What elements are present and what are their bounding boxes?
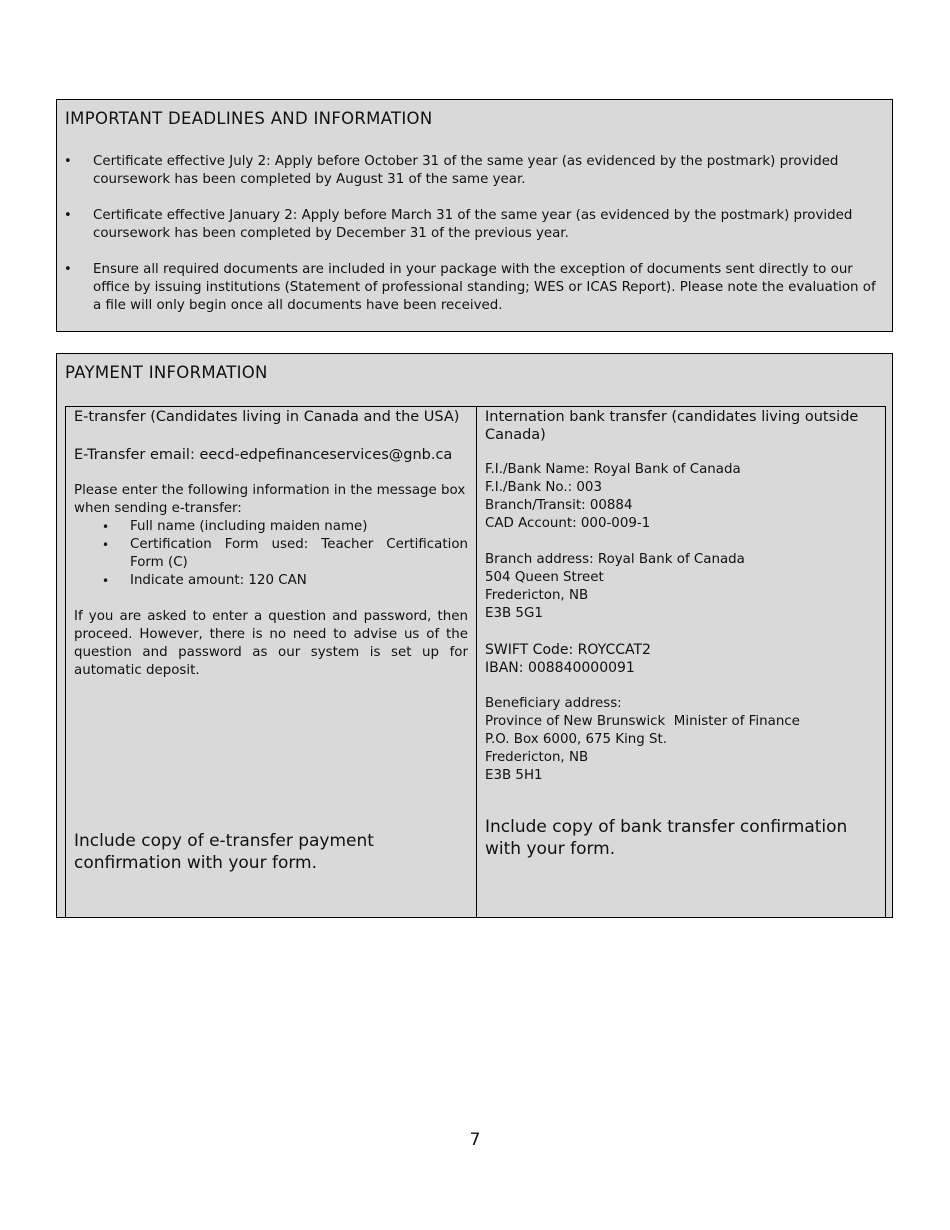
deadline-item <box>57 207 892 243</box>
bank-name: F.I./Bank Name: Royal Bank of Canada <box>485 462 741 477</box>
etransfer-bullets <box>74 518 468 590</box>
deadline-item <box>57 153 892 189</box>
etransfer-bullet: • Full name (including maiden name) <box>102 519 368 534</box>
bank-account: CAD Account: 000-009-1 <box>485 516 651 531</box>
branch-address-label: Branch address: Royal Bank of Canada <box>485 552 745 567</box>
payment-box <box>56 353 893 918</box>
deadline-text: Certificate effective July 2: Apply before October 31 of the same year (as evidenced by the postmark) provided coursework has been completed by August 31 of the same year. <box>93 154 839 187</box>
beneficiary-name: Province of New Brunswick Minister of Finance <box>485 714 800 729</box>
branch-city: Fredericton, NB <box>485 588 589 603</box>
etransfer-password-note: If you are asked to enter a question and password, then proceed. However, there is no need to advise us of the question and password as our system is set up for automatic deposit. <box>74 609 468 678</box>
etransfer-confirmation: Include copy of e-transfer payment confirmation with your form. <box>74 831 374 873</box>
deadline-text: Ensure all required documents are included in your package with the exception of documents sent directly to our office by issuing institutions (Statement of professional standing; WES or ICAS Report). Please note the evaluation of a file will only begin once all documents have been received. <box>93 262 876 313</box>
swift-code: SWIFT Code: ROYCCAT2 <box>485 642 651 658</box>
page-number: 7 <box>469 1130 481 1150</box>
beneficiary-label: Beneficiary address: <box>485 696 622 711</box>
payment-table <box>65 406 886 918</box>
etransfer-bullet: • Certification Form used: Teacher Certification Form (C) <box>102 537 468 570</box>
bullet-icon: • <box>102 538 110 552</box>
etransfer-column <box>66 407 477 918</box>
beneficiary-city: Fredericton, NB <box>485 750 589 765</box>
bank-confirmation: Include copy of bank transfer confirmation with your form. <box>485 817 848 859</box>
etransfer-heading: E-transfer (Candidates living in Canada and the USA) <box>74 409 460 425</box>
bullet-icon: • <box>102 574 110 588</box>
deadline-item <box>57 261 892 315</box>
deadline-text: Certificate effective January 2: Apply before March 31 of the same year (as evidenced by the postmark) provided coursework has been completed by December 31 of the previous year. <box>93 208 853 241</box>
bank-number: F.I./Bank No.: 003 <box>485 480 602 495</box>
deadlines-title: IMPORTANT DEADLINES AND INFORMATION <box>65 109 433 128</box>
deadlines-box <box>56 99 893 332</box>
bank-transit: Branch/Transit: 00884 <box>485 498 633 513</box>
bullet-icon: • <box>102 520 110 534</box>
branch-street: 504 Queen Street <box>485 570 604 585</box>
deadlines-list <box>57 153 892 333</box>
bullet-icon: • <box>64 154 72 169</box>
beneficiary-box: P.O. Box 6000, 675 King St. <box>485 732 668 747</box>
bank-column <box>477 407 886 918</box>
bullet-icon: • <box>64 262 72 277</box>
bullet-icon: • <box>64 208 72 223</box>
etransfer-bullet: • Indicate amount: 120 CAN <box>102 573 307 588</box>
branch-postal: E3B 5G1 <box>485 606 543 621</box>
bank-heading: Internation bank transfer (candidates living outside Canada) <box>485 409 859 443</box>
beneficiary-postal: E3B 5H1 <box>485 768 543 783</box>
etransfer-instructions: Please enter the following information in the message box when sending e-transfer: <box>74 483 466 516</box>
payment-title: PAYMENT INFORMATION <box>65 363 268 382</box>
iban: IBAN: 008840000091 <box>485 660 635 676</box>
etransfer-email: E-Transfer email: eecd-edpefinanceservices@gnb.ca <box>74 447 453 463</box>
